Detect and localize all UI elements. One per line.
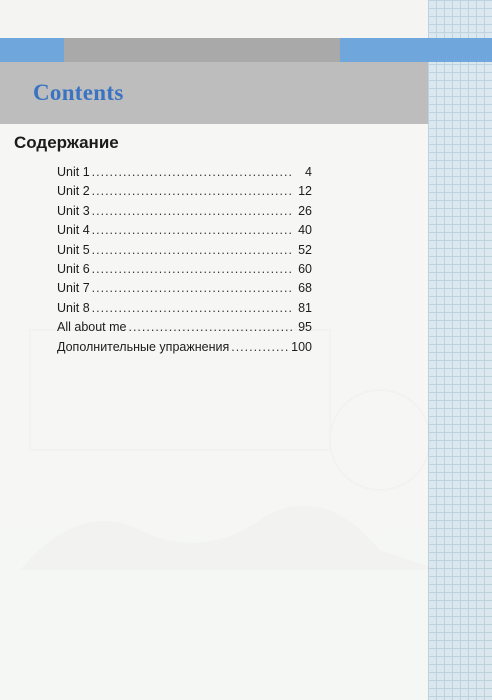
toc-entry-page: 81 [298, 300, 312, 315]
toc-entry-unit-6[interactable] [57, 260, 312, 279]
toc-entry-page: 40 [298, 223, 312, 238]
toc-entry-label: Unit 1 [57, 165, 90, 179]
toc-leader-dots [92, 163, 294, 182]
toc-leader-dots [92, 260, 294, 279]
toc-entry-page: 60 [298, 261, 312, 276]
toc-entry-unit-7[interactable] [57, 279, 312, 298]
toc-entry-unit-4[interactable] [57, 221, 312, 240]
toc-leader-dots [92, 299, 294, 318]
toc-entry-label: Unit 3 [57, 203, 90, 218]
toc-entry-label: Unit 2 [57, 184, 90, 199]
toc-entry-page: 68 [298, 281, 312, 296]
toc-entry-page: 100 [291, 339, 312, 354]
toc-entry-page: 95 [298, 320, 312, 335]
toc-leader-dots [128, 318, 294, 337]
toc-leader-dots [92, 241, 294, 260]
toc-entry-all-about-me[interactable] [57, 318, 312, 337]
toc-entry-label: Unit 5 [57, 242, 90, 257]
toc-entry-page: 26 [298, 203, 312, 218]
toc-leader-dots [92, 279, 294, 298]
toc-entry-unit-8[interactable] [57, 299, 312, 318]
top-band-blue-right [340, 38, 492, 62]
toc-entry-label: Unit 4 [57, 223, 90, 238]
toc-entry-unit-5[interactable] [57, 241, 312, 260]
toc-entry-extra-exercises[interactable] [57, 338, 312, 357]
toc-entry-label: Unit 8 [57, 300, 90, 315]
toc-leader-dots [92, 221, 294, 240]
toc-entry-label: Дополнительные упражнения [57, 339, 230, 354]
page-title: Contents [33, 80, 124, 105]
toc-leader-dots [231, 338, 289, 357]
toc-entry-label: Unit 6 [57, 261, 90, 276]
table-of-contents [57, 163, 312, 357]
toc-entry-page: 4 [305, 165, 312, 179]
top-band-blue-left [0, 38, 64, 62]
toc-entry-page: 52 [298, 242, 312, 257]
toc-entry-page: 12 [298, 184, 312, 199]
toc-entry-unit-1[interactable] [57, 163, 312, 182]
toc-leader-dots [92, 182, 294, 201]
toc-heading: Содержание [14, 133, 119, 152]
grid-panel [428, 0, 492, 700]
toc-entry-unit-2[interactable] [57, 182, 312, 201]
toc-entry-label: All about me [57, 320, 127, 335]
toc-leader-dots [92, 202, 294, 221]
toc-entry-unit-3[interactable] [57, 202, 312, 221]
toc-entry-label: Unit 7 [57, 281, 90, 296]
